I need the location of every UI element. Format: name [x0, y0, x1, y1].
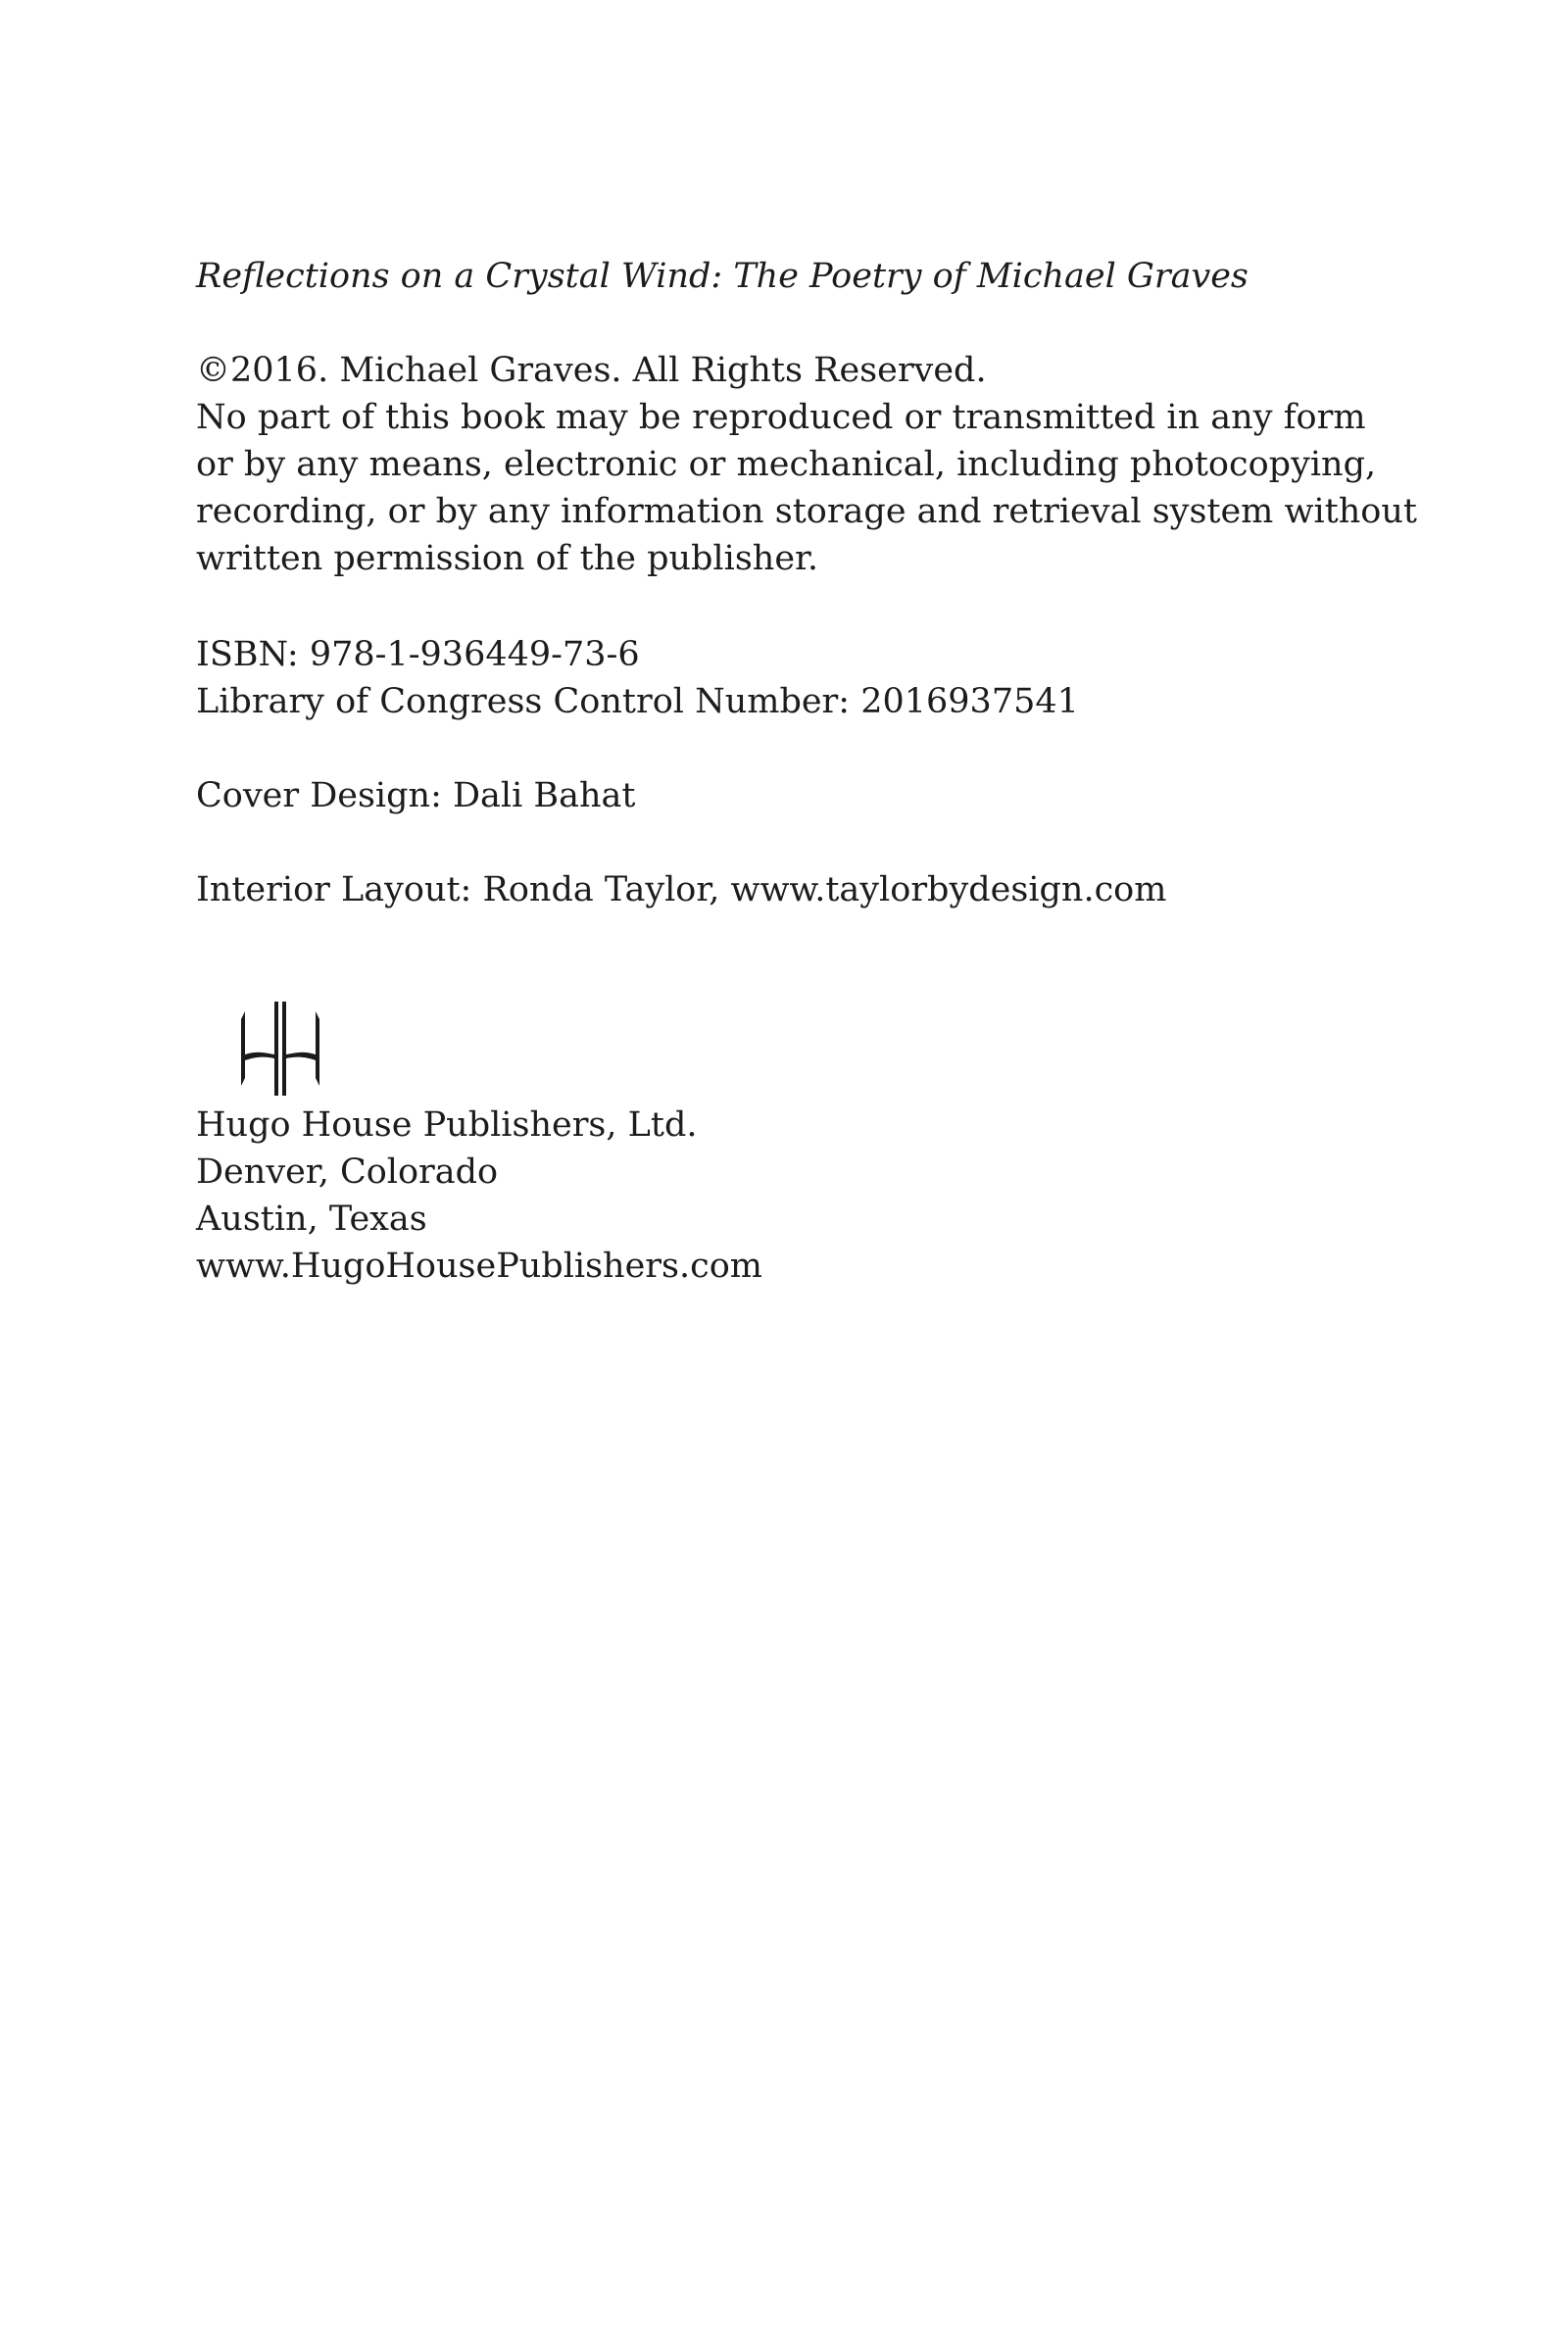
cover-design-credit: Cover Design: Dali Bahat — [196, 776, 636, 815]
lccn: Library of Congress Control Number: 2016937541 — [196, 682, 1079, 721]
publisher-website: www.HugoHousePublishers.com — [196, 1247, 762, 1286]
rights-notice-line: written permission of the publisher. — [196, 539, 819, 578]
rights-notice-line: No part of this book may be reproduced or transmitted in any form — [196, 398, 1366, 437]
rights-notice-line: recording, or by any information storage and retrieval system without — [196, 492, 1417, 531]
copyright-page — [196, 0, 1470, 2352]
rights-notice-line: or by any means, electronic or mechanical, including photocopying, — [196, 445, 1377, 484]
isbn: ISBN: 978-1-936449-73-6 — [196, 635, 640, 674]
publisher-location: Denver, Colorado — [196, 1152, 499, 1192]
copyright-line: ©2016. Michael Graves. All Rights Reserved. — [196, 351, 987, 390]
publisher-location: Austin, Texas — [196, 1200, 427, 1239]
interior-layout-credit: Interior Layout: Ronda Taylor, www.taylorbydesign.com — [196, 870, 1167, 909]
publisher-name: Hugo House Publishers, Ltd. — [196, 1105, 698, 1145]
hugo-house-logo-icon — [231, 1000, 329, 1098]
book-title: Reflections on a Crystal Wind: The Poetry of Michael Graves — [196, 257, 1249, 296]
